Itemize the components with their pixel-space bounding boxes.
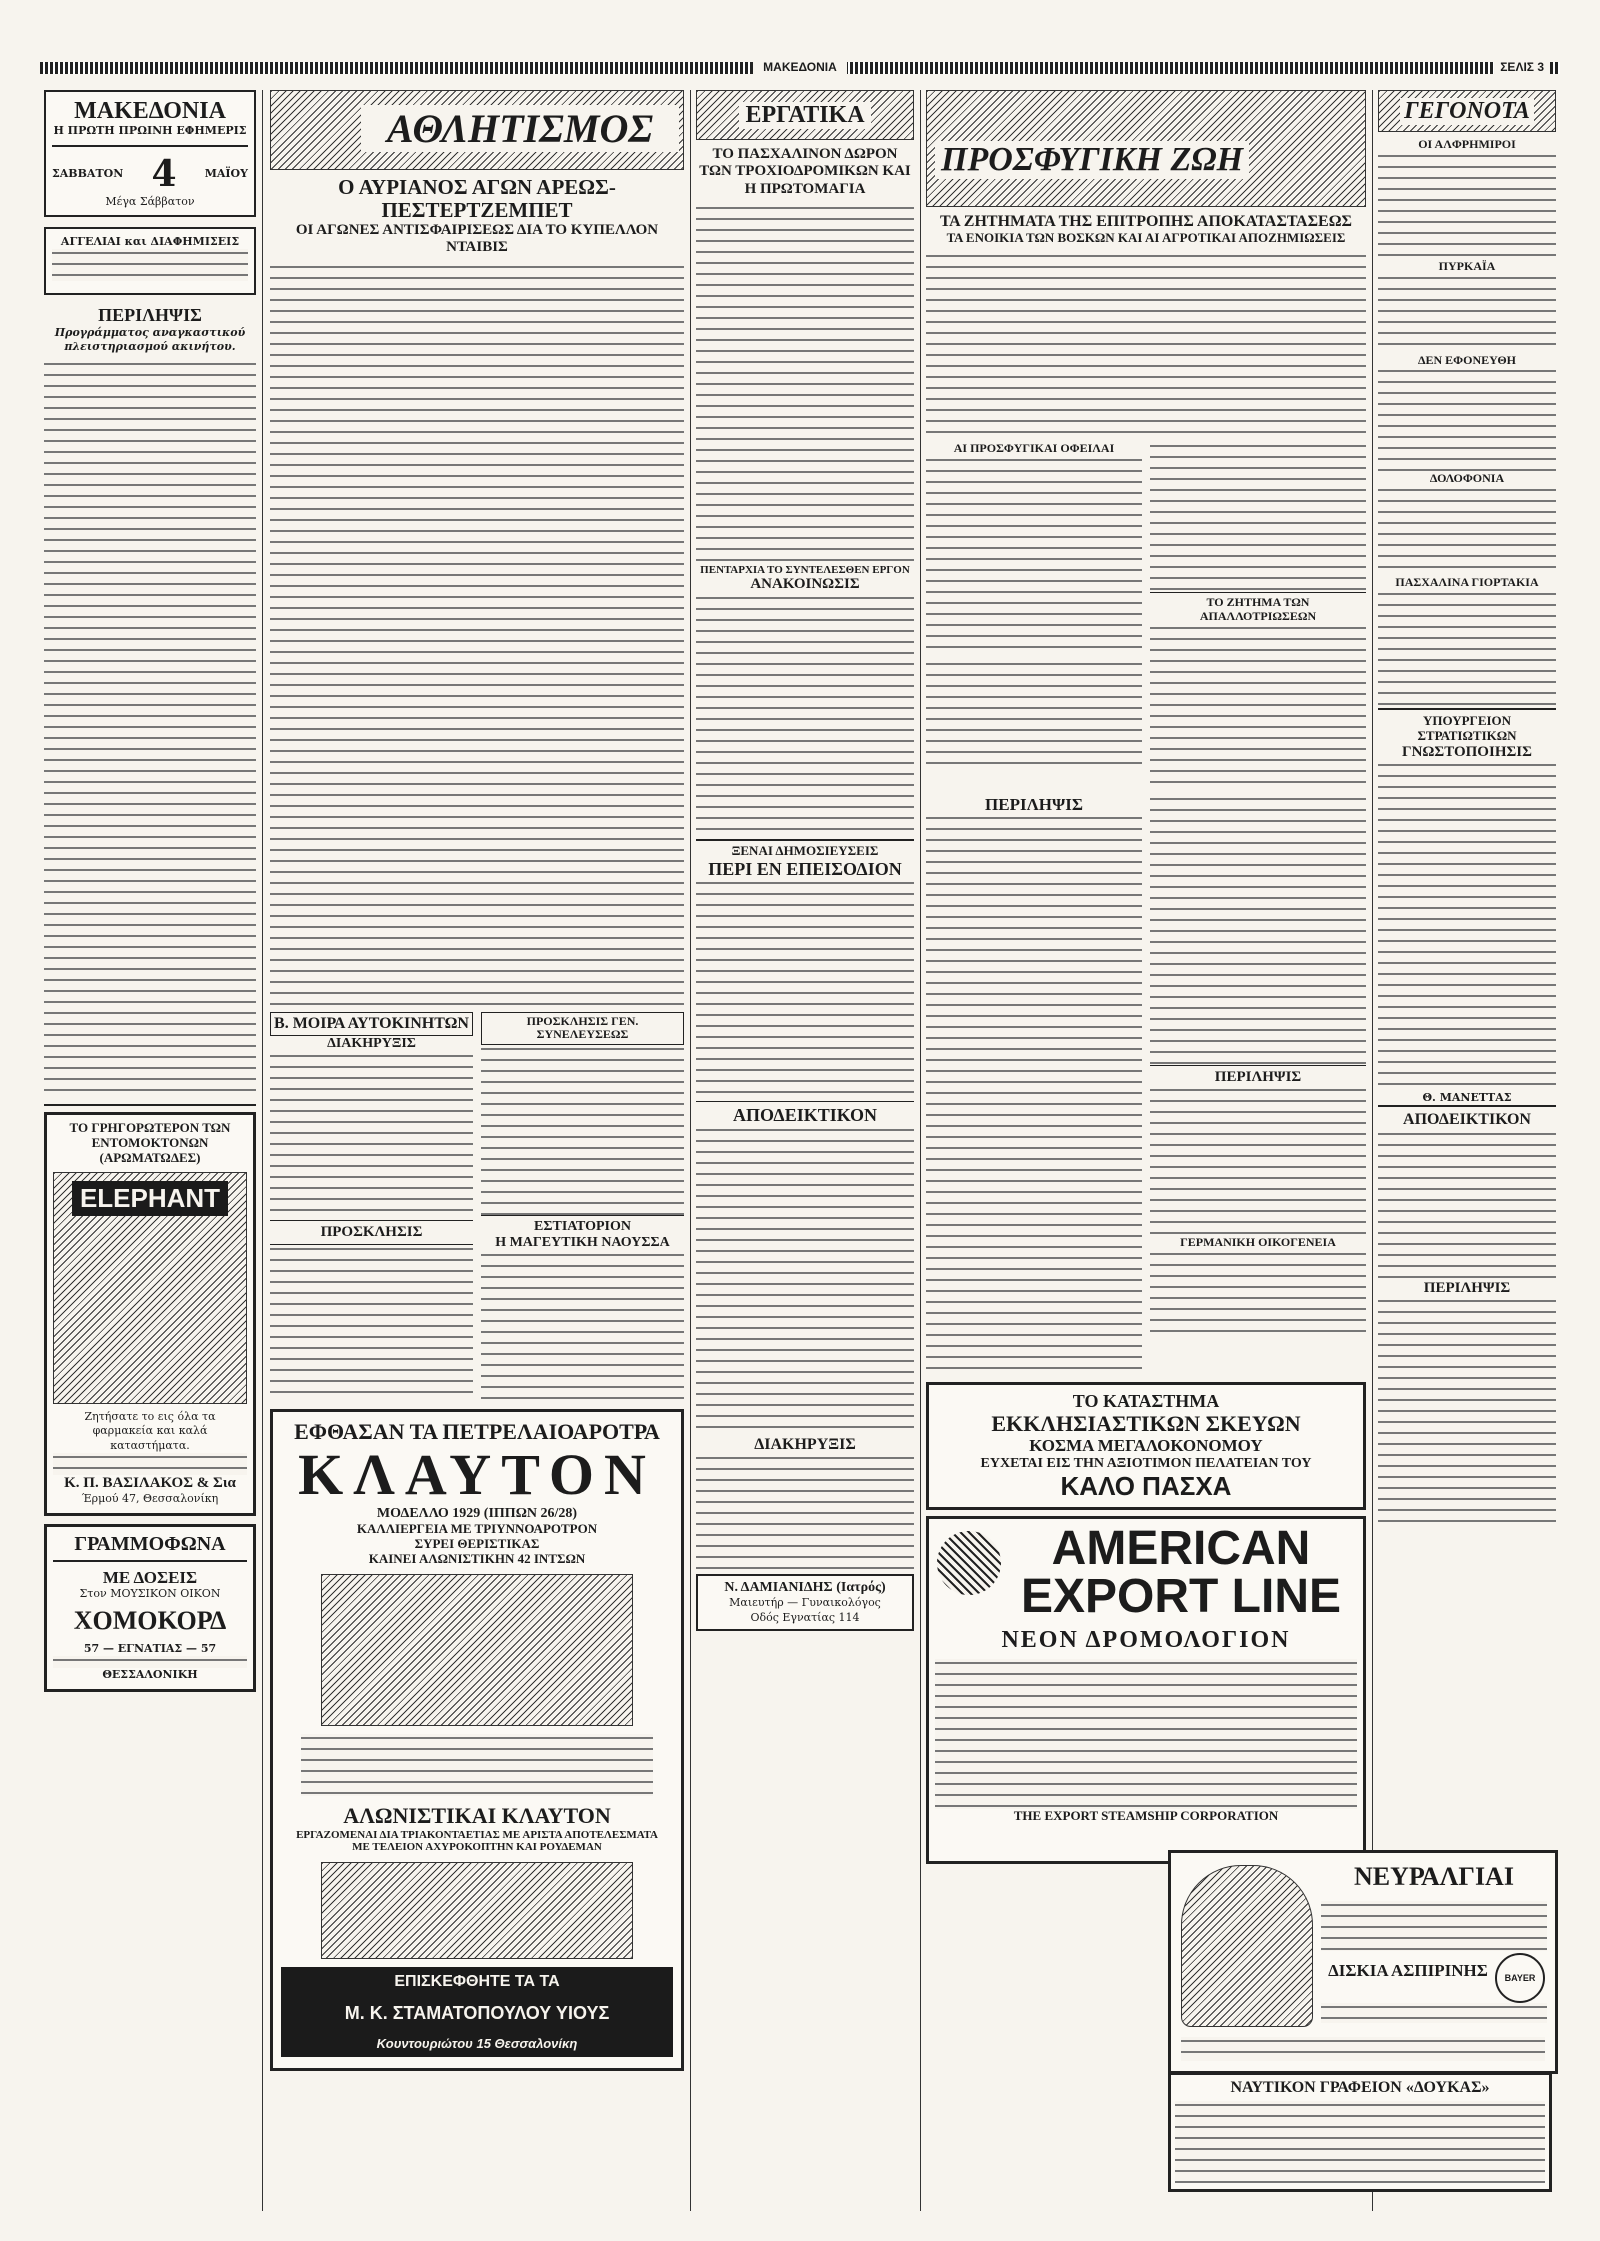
article-text — [1378, 590, 1556, 708]
labor-section-title: ΕΡΓΑΤΙΚΑ — [739, 102, 870, 129]
ads-box — [44, 227, 256, 295]
ship-sub: ΝΕΟΝ ΔΡΟΜΟΛΟΓΙΟΝ — [1001, 1626, 1291, 1653]
article-text — [270, 1052, 473, 1220]
clayton-ad — [270, 1409, 684, 2071]
gramophone-ad — [44, 1524, 256, 1692]
epeisodion-heading: ΠΕΡΙ ΕΝ ΕΠΕΙΣΟΔΙΟΝ — [708, 858, 902, 879]
visit-banner: ΕΠΙΣΚΕΦΘΗΤΕ ΤΑ ΤΑ — [281, 1967, 673, 1997]
insect-address: Έρμού 47, Θεσσαλονίκη — [81, 1492, 219, 1506]
insect-heading: ΤΟ ΓΡΗΓΟΡΩΤΕΡΟΝ ΤΩΝ ΕΝΤΟΜΟΚΤΟΝΩΝ (ΑΡΩΜΑΤΩΔΕΣ) — [69, 1120, 231, 1166]
dukas-ad — [1168, 2072, 1552, 2192]
article-text — [696, 594, 914, 839]
clayton-line3: ΚΑΙΝΕΙ ΑΛΩΝΙΣΤΙΚΗΝ 42 ΙΝΤΣΩΝ — [368, 1550, 586, 1566]
gramo-title: ΓΡΑΜΜΟΦΩΝΑ — [53, 1533, 247, 1562]
gramo-city: ΘΕΣΣΑΛΟΝΙΚΗ — [102, 1668, 198, 1682]
event-heading-4: ΔΟΛΟΦΟΝΙΑ — [1429, 471, 1505, 486]
column-3 — [696, 90, 914, 2211]
article-text — [926, 456, 1142, 656]
shipping-ad — [926, 1516, 1366, 1864]
article-text — [926, 814, 1142, 1374]
perilipsis-heading: ΠΕΡΙΛΗΨΙΣ — [985, 794, 1083, 814]
firm-address: Κουντουριώτου 15 Θεσσαλονίκη — [281, 2030, 673, 2057]
column-2 — [270, 90, 684, 2211]
clayton-heading: ΕΦΘΑΣΑΝ ΤΑ ΠΕΤΡΕΛΑΙΟΑΡΟΤΡΑ — [294, 1419, 660, 1445]
article-text — [44, 360, 256, 1098]
column-rule — [690, 90, 691, 2211]
day-number: 4 — [151, 152, 177, 195]
signature: Θ. ΜΑΝΕΤΤΑΣ — [1422, 1091, 1512, 1105]
perilipsis-sub: Προγράμματος αναγκαστικού πλειστηριασμού ακινήτου. — [54, 325, 246, 353]
thresher-illustration — [321, 1862, 633, 1959]
column-rule — [920, 90, 921, 2211]
shop-line3: ΕΥΧΕΤΑΙ ΕΙΣ ΤΗΝ ΑΞΙΟΤΙΜΟΝ ΠΕΛΑΤΕΙΑΝ ΤΟΥ — [980, 1455, 1312, 1471]
article-text — [481, 1045, 684, 1215]
refugee-sub-heading: ΑΙ ΠΡΟΣΦΥΓΙΚΑΙ ΟΦΕΙΛΑΙ — [953, 441, 1115, 456]
insect-distributor: Κ. Π. ΒΑΣΙΛΑΚΟΣ & Σια — [64, 1474, 236, 1491]
insecticide-ad — [44, 1112, 256, 1515]
shop-line1: ΕΚΚΛΗΣΙΑΣΤΙΚΩΝ ΣΚΕΥΩΝ — [991, 1411, 1301, 1437]
article-text — [1378, 761, 1556, 1091]
ad-text — [935, 1659, 1357, 1809]
event-heading-3: ΔΕΝ ΕΦΟΝΕΥΘΗ — [1417, 352, 1517, 367]
refugee-subhead: ΤΑ ΕΝΟΙΚΙΑ ΤΩΝ ΒΟΣΚΩΝ ΚΑΙ ΑΙ ΑΓΡΟΤΙΚΑΙ ΑΠΟΖΗΜΙΩΣΕΙΣ — [946, 230, 1346, 246]
article-text — [1150, 1086, 1366, 1236]
article-text — [1150, 1250, 1366, 1338]
day-name: ΣΑΒΒΑΤΟΝ — [52, 166, 124, 180]
german-heading: ΓΕΡΜΑΝΙΚΗ ΟΙΚΟΓΕΝΕΙΑ — [1180, 1235, 1336, 1250]
apodeiktikon-heading: ΑΠΟΔΕΙΚΤΙΚΟΝ — [696, 1101, 914, 1126]
article-text — [1378, 152, 1556, 260]
apodeiktikon-heading: ΑΠΟΔΕΙΚΤΙΚΟΝ — [1378, 1105, 1556, 1129]
anakinosis-heading: ΑΝΑΚΟΙΝΩΣΙΣ — [750, 576, 860, 593]
firm-name: Μ. Κ. ΣΤΑΜΑΤΟΠΟΥΛΟΥ ΥΙΟΥΣ — [281, 1997, 673, 2030]
restaurant-name: Η ΜΑΓΕΥΤΙΚΗ ΝΑΟΥΣΣΑ — [495, 1235, 670, 1251]
neuralgia-title: ΝΕΥΡΑΛΓΙΑΙ — [1354, 1862, 1514, 1891]
sports-headline: Ο ΑΥΡΙΑΝΟΣ ΑΓΩΝ ΑΡΕΩΣ-ΠΕΣΤΕΡΤΖΕΜΠΕΤ — [338, 175, 616, 223]
labor-notice: ΠΕΝΤΑΡΧΙΑ ΤΟ ΣΥΝΤΕΛΕΣΘΕΝ ΕΡΓΟΝ — [700, 563, 910, 576]
sports-subhead: ΟΙ ΑΓΩΝΕΣ ΑΝΤΙΣΦΑΙΡΙΣΕΩΣ ΔΙΑ ΤΟ ΚΥΠΕΛΛΟΝ ΝΤΑΙΒΙΣ — [295, 222, 659, 256]
refugee-headline: ΤΑ ΖΗΤΗΜΑΤΑ ΤΗΣ ΕΠΙΤΡΟΠΗΣ ΑΠΟΚΑΤΑΣΤΑΣΕΩΣ — [939, 213, 1352, 230]
labor-headline: ΤΟ ΠΑΣΧΑΛΙΝΟΝ ΔΩΡΟΝ ΤΩΝ ΤΡΟΧΙΟΔΡΟΜΙΚΩΝ ΚΑΙ Η ΠΡΩΤΟΜΑΓΙΑ — [699, 146, 911, 197]
column-1 — [44, 90, 256, 2211]
tractor-illustration — [321, 1574, 633, 1726]
article-text — [481, 1251, 684, 1401]
masthead — [40, 60, 1560, 74]
moira-diakirixis: ΔΙΑΚΗΡΥΞΙΣ — [327, 1036, 416, 1052]
article-text — [696, 879, 914, 1101]
dukas-title: ΝΑΥΤΙΚΟΝ ΓΡΑΦΕΙΟΝ «ΔΟΥΚΑΣ» — [1230, 2079, 1490, 2096]
event-heading-1: ΟΙ ΑΛΦΡΗΜΙΡΟΙ — [1418, 137, 1516, 151]
article-text — [1378, 1130, 1556, 1280]
nameplate-subtitle: Η ΠΡΩΤΗ ΠΡΩΙΝΗ ΕΦΗΜΕΡΙΣ — [53, 124, 247, 138]
alon-heading: ΑΛΩΝΙΣΤΙΚΑΙ ΚΛΑΥΤΟΝ — [343, 1803, 611, 1829]
gramo-line2: Στον ΜΟΥΣΙΚΟΝ ΟΙΚΟΝ — [79, 1587, 221, 1601]
proskliseis-heading: ΠΡΟΣΚΛΗΣΙΣ — [270, 1220, 473, 1245]
article-text — [1378, 367, 1556, 472]
nameplate — [44, 90, 256, 217]
clayton-name: ΚΛΑΥΤΟΝ — [298, 1441, 656, 1507]
clayton-line1: ΚΑΛΛΙΕΡΓΕΙΑ ΜΕ ΤΡΙΥΝΝΟΑΡΟΤΡΟΝ — [356, 1520, 598, 1536]
event-heading-5: ΠΑΣΧΑΛΙΝΑ ΓΙΟΡΤΑΚΙΑ — [1395, 575, 1539, 590]
gramo-address: 57 — ΕΓΝΑΤΙΑΣ — 57 — [83, 1641, 217, 1655]
article-text — [696, 1126, 914, 1436]
gramo-name: ΧΟΜΟΚΟΡΔ — [73, 1606, 227, 1636]
labor-header — [696, 90, 914, 140]
article-text — [696, 204, 914, 564]
doctor-specialty: Μαιευτήρ — Γυναικολόγος — [729, 1596, 881, 1610]
article-text — [1150, 624, 1366, 789]
ad-text — [1175, 2101, 1545, 2183]
article-text — [1150, 795, 1366, 1065]
nameplate-title: ΜΑΚΕΔΟΝΙΑ — [74, 98, 226, 124]
doctor-ad — [696, 1574, 914, 1631]
refugee-header-illustration — [926, 90, 1366, 207]
article-text — [1378, 274, 1556, 354]
page-number: ΣΕΛΙΣ 3 — [1494, 60, 1550, 74]
perilipsis-heading: ΠΕΡΙΛΗΨΙΣ — [1423, 1279, 1511, 1296]
church-shop-ad — [926, 1382, 1366, 1509]
ad-text — [1321, 2003, 1547, 2023]
ship-title: AMERICAN EXPORT LINE — [1020, 1521, 1342, 1623]
ship-logo-icon — [937, 1531, 1001, 1595]
quarter-heading: ΤΟ ΖΗΤΗΜΑ ΤΩΝ ΑΠΑΛΛΟΤΡΙΩΣΕΩΝ — [1150, 592, 1366, 624]
ministry-heading: ΥΠΟΥΡΓΕΙΟΝ ΣΤΡΑΤΙΩΤΙΚΩΝ — [1378, 708, 1556, 744]
sports-header-illustration — [270, 90, 684, 170]
shop-line2: ΚΟΣΜΑ ΜΕΓΑΛΟΚΟΝΟΜΟΥ — [1029, 1436, 1263, 1456]
shop-line4: ΚΑΛΟ ΠΑΣΧΑ — [1060, 1470, 1232, 1501]
alon-sub: ΕΡΓΑΖΟΜΕΝΑΙ ΔΙΑ ΤΡΙΑΚΟΝΤΑΕΤΙΑΣ ΜΕ ΑΡΙΣΤΑ ΑΠΟΤΕΛΕΣΜΑΤΑ — [296, 1828, 658, 1841]
perilipsis-heading: ΠΕΡΙΛΗΨΙΣ — [98, 304, 202, 325]
events-header — [1378, 90, 1556, 132]
gramo-line1: ΜΕ ΔΟΣΕΙΣ — [102, 1567, 198, 1587]
article-text — [926, 252, 1366, 442]
clayton-model: ΜΟΔΕΛΛΟ 1929 (ΙΠΠΩΝ 26/28) — [376, 1505, 578, 1521]
sports-section-title: ΑΘΛΗΤΙΣΜΟΣ — [361, 105, 679, 152]
elephant-illustration — [53, 1172, 247, 1404]
ad-text — [301, 1734, 653, 1796]
column-rule — [262, 90, 263, 2211]
restaurant-heading: ΕΣΤΙΑΤΟΡΙΟΝ — [481, 1215, 684, 1235]
month: ΜΑΪΟΥ — [204, 166, 248, 180]
ads-title: ΑΓΓΕΛΙΑΙ και ΔΙΑΦΗΜΙΣΕΙΣ — [60, 234, 240, 248]
article-text — [696, 1454, 914, 1574]
ship-footer: THE EXPORT STEAMSHIP CORPORATION — [1013, 1807, 1279, 1823]
gnostopoiisis-heading: ΓΝΩΣΤΟΠΟΙΗΣΙΣ — [1402, 743, 1532, 760]
aspirin-ad — [1168, 1850, 1558, 2074]
diakirixis-heading: ΔΙΑΚΗΡΥΞΙΣ — [754, 1435, 856, 1453]
bayer-cross-logo: BAYER — [1495, 1953, 1545, 2003]
refugee-section-title: ΠΡΟΣΦΥΓΙΚΗ ΖΩΗ — [935, 141, 1249, 179]
xenai-heading: ΞΕΝΑΙ ΔΗΜΟΣΙΕΥΣΕΙΣ — [696, 839, 914, 859]
elephant-logo: ELEPHANT — [72, 1181, 228, 1216]
moira-heading: Β. ΜΟΙΡΑ ΑΥΤΟΚΙΝΗΤΩΝ — [270, 1012, 473, 1036]
clayton-line2: ΣΥΡΕΙ ΘΕΡΙΣΤΙΚΑΣ — [414, 1535, 540, 1551]
event-heading-2: ΠΥΡΚΑΪΑ — [1438, 258, 1496, 273]
day-extra: Μέγα Σάββατον — [105, 194, 195, 208]
syneleusis-heading: ΠΡΟΣΚΛΗΣΙΣ ΓΕΝ. ΣΥΝΕΛΕΥΣΕΩΣ — [481, 1012, 684, 1046]
alon-sub2: ΜΕ ΤΕΛΕΙΟΝ ΑΧΥΡΟΚΟΠΤΗΝ ΚΑΙ ΡΟΥΔΕΜΑΝ — [352, 1841, 602, 1854]
article-text — [1378, 1297, 1556, 1523]
paper-name: ΜΑΚΕΔΟΝΙΑ — [753, 60, 847, 74]
woman-portrait-illustration — [1181, 1865, 1313, 2027]
doctor-address: Οδός Εγνατίας 114 — [750, 1610, 860, 1624]
events-section-title: ΓΕΓΟΝΟΤΑ — [1400, 98, 1534, 125]
shop-heading: ΤΟ ΚΑΤΑΣΤΗΜΑ — [1072, 1391, 1220, 1412]
ad-text — [1321, 1901, 1547, 1951]
article-text — [926, 660, 1142, 770]
ad-text — [1181, 2037, 1545, 2061]
article-text — [1150, 442, 1366, 592]
article-text — [270, 1245, 473, 1395]
perilipsis-heading-2: ΠΕΡΙΛΗΨΙΣ — [1150, 1065, 1366, 1086]
insect-note: Ζητήσατε το εις όλα τα φαρμακεία και καλά καταστήματα. — [84, 1410, 216, 1452]
article-text — [1378, 486, 1556, 576]
doctor-name: Ν. ΔΑΜΙΑΝΙΔΗΣ (Ιατρός) — [724, 1580, 886, 1596]
aspirin-text: ΔΙΣΚΙΑ ΑΣΠΙΡΙΝΗΣ — [1328, 1961, 1488, 1980]
article-text — [270, 263, 684, 1008]
